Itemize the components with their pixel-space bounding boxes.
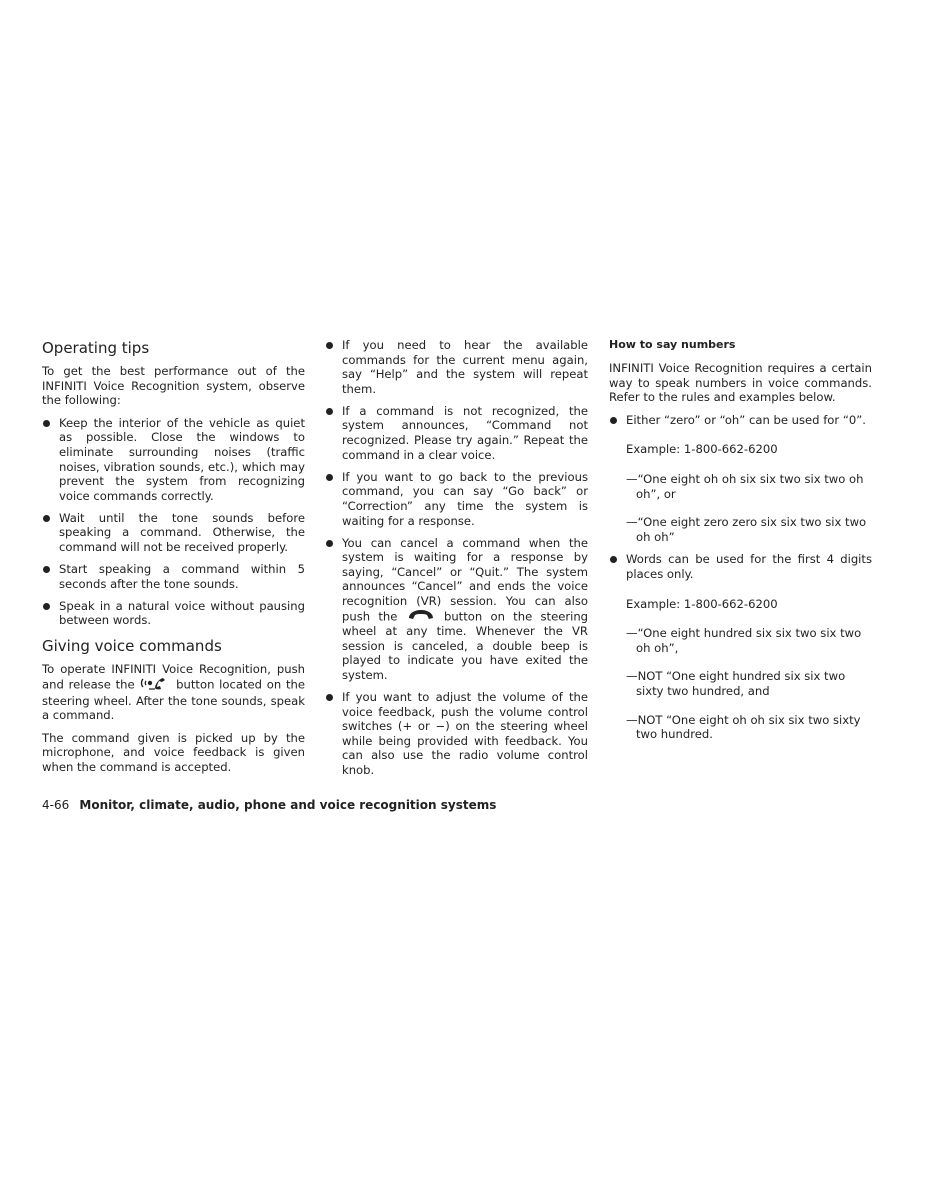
- list-item: Start speaking a command within 5 seconds after the tone sounds.: [42, 562, 305, 591]
- numbers-rules-list: [609, 413, 872, 428]
- example-phrase: —NOT “One eight oh oh six six two sixty two hundred.: [626, 712, 861, 742]
- bullet-icon: [610, 556, 617, 563]
- list-item: Speak in a natural voice without pausing between words.: [42, 599, 305, 628]
- numbers-intro: INFINITI Voice Recognition requires a certain way to speak numbers in voice commands. Refer to the rules and examples below.: [609, 361, 872, 405]
- page-number: 4-66: [42, 798, 70, 812]
- bullet-icon: [326, 540, 333, 547]
- operating-tips-intro: To get the best performance out of the INFINITI Voice Recognition system, observe the following:: [42, 364, 305, 408]
- example-phrase: —“One eight hundred six six two six two oh oh”,: [626, 626, 862, 655]
- numbers-rules-list-2: [609, 552, 872, 581]
- list-item: If you need to hear the available commands for the current menu again, say “Help” and the system will repeat them.: [325, 338, 588, 396]
- operating-tips-list: [42, 416, 305, 628]
- list-item: If you want to go back to the previous command, you can say “Go back” or “Correction” any time the system is waiting for a response.: [325, 470, 588, 528]
- section-title: Monitor, climate, audio, phone and voice recognition systems: [79, 798, 497, 812]
- list-item: Keep the interior of the vehicle as quiet as possible. Close the windows to eliminate surrounding noises (traffic noises, vibration sounds, etc.), which may prevent the system from recognizing voice commands correctly.: [42, 416, 305, 504]
- list-item: If you want to adjust the volume of the voice feedback, push the volume control switches (+ or −) on the steering wheel while being provided with feedback. You can also use the radio volume control knob.: [325, 690, 588, 778]
- feedback-paragraph: The command given is picked up by the microphone, and voice feedback is given when the command is accepted.: [42, 730, 305, 775]
- column-middle: [325, 338, 588, 785]
- list-item: Words can be used for the first 4 digits places only.: [609, 552, 872, 581]
- bullet-icon: [43, 420, 50, 427]
- heading-how-to-say-numbers: How to say numbers: [609, 338, 736, 351]
- bullet-icon: [326, 694, 333, 701]
- example-number: Example: 1-800-662-6200: [626, 596, 778, 611]
- example-phrase: —NOT “One eight hundred six six two sixty two hundred, and: [626, 669, 846, 698]
- heading-giving-voice-commands: Giving voice commands: [42, 636, 222, 655]
- bullet-icon: [326, 474, 333, 481]
- list-item: You can cancel a command when the system is waiting for a response by saying, “Cancel” or “Quit.” The system announces “Cancel” and ends the voice recognition (VR) session. You can also push the button on the steering wheel at any time. Whenever the VR session is canceled, a double beep is played to indicate you have exited the system.: [325, 536, 588, 683]
- list-item: Wait until the tone sounds before speaking a command. Otherwise, the command will not be received properly.: [42, 511, 305, 555]
- bullet-icon: [610, 417, 617, 424]
- column-left: [42, 338, 305, 783]
- bullet-icon: [43, 566, 50, 573]
- list-item: If a command is not recognized, the system announces, “Command not recognized. Please try again.” Repeat the command in a clear voice.: [325, 404, 588, 462]
- giving-commands-paragraph: To operate INFINITI Voice Recognition, push and release the button located on the steering wheel. After the tone sounds, speak a command.: [42, 661, 305, 723]
- example-phrase: —“One eight oh oh six six two six two oh oh”, or: [626, 471, 864, 501]
- list-item: Either “zero” or “oh” can be used for “0”.: [609, 413, 872, 428]
- bullet-icon: [43, 603, 50, 610]
- talk-button-icon: [139, 676, 171, 694]
- column-right: [609, 338, 872, 756]
- example-phrase: —“One eight zero zero six six two six two oh oh”: [626, 515, 867, 544]
- bullet-icon: [326, 342, 333, 349]
- page-footer: [42, 798, 496, 813]
- bullet-icon: [326, 408, 333, 415]
- bullet-icon: [43, 515, 50, 522]
- phone-hangup-icon: [406, 609, 436, 625]
- voice-commands-list: [325, 338, 588, 778]
- example-number: Example: 1-800-662-6200: [626, 442, 778, 457]
- heading-operating-tips: Operating tips: [42, 339, 150, 357]
